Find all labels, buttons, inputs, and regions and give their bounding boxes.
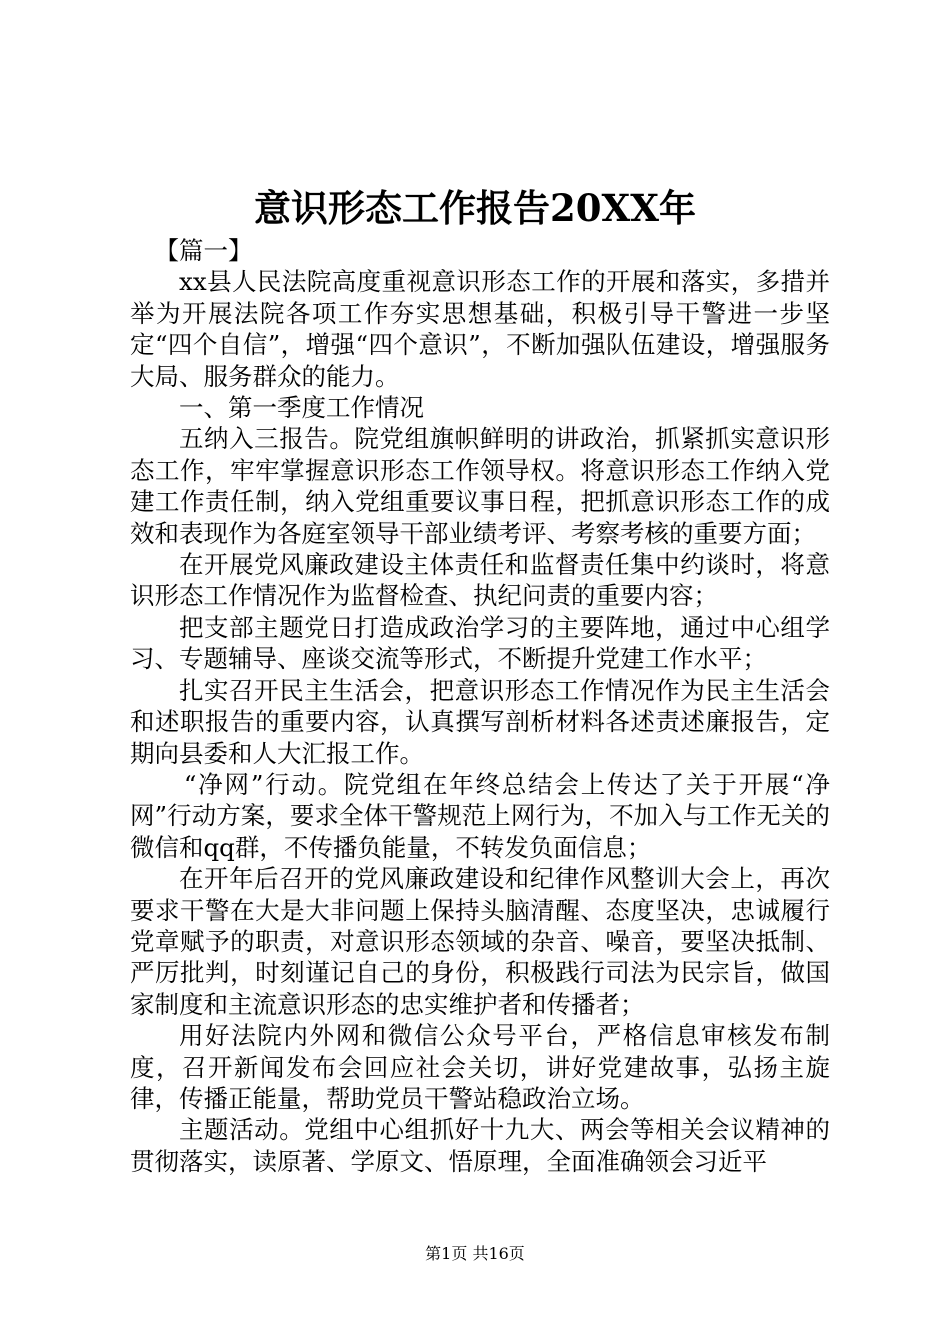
paragraph: 用好法院内外网和微信公众号平台，严格信息审核发布制度，召开新闻发布会回应社会关切，讲好党建故事，弘扬主旋律，传播正能量，帮助党员干警站稳政治立场。 [130,1021,830,1113]
paragraph: 在开年后召开的党风廉政建设和纪律作风整训大会上，再次要求干警在大是大非问题上保持头脑清醒、态度坚决，忠诚履行党章赋予的职责，对意识形态领域的杂音、噪音，要坚决抵制、严厉批判，时刻谨记自己的身份，积极践行司法为民宗旨，做国家制度和主流意识形态的忠实维护者和传播者； [130,864,830,1019]
page-footer [0,1243,950,1265]
document-body [130,235,830,1177]
section-heading: 一、第一季度工作情况 [179,393,424,423]
paragraph: 把支部主题党日打造成政治学习的主要阵地，通过中心组学习、专题辅导、座谈交流等形式，不断提升党建工作水平； [130,612,830,674]
document-title: 意识形态工作报告20XX年 [254,186,696,230]
paragraph: 主题活动。党组中心组抓好十九大、两会等相关会议精神的贯彻落实，读原著、学原文、悟原理，全面准确领会习近平 [130,1115,830,1176]
paragraph: 在开展党风廉政建设主体责任和监督责任集中约谈时，将意识形态工作情况作为监督检查、执纪问责的重要内容； [130,550,830,611]
paragraph: 五纳入三报告。院党组旗帜鲜明的讲政治，抓紧抓实意识形态工作，牢牢掌握意识形态工作领导权。将意识形态工作纳入党建工作责任制，纳入党组重要议事日程，把抓意识形态工作的成效和表现作为各庭室领导干部业绩考评、考察考核的重要方面； [130,424,830,548]
paragraph: xx县人民法院高度重视意识形态工作的开展和落实，多措并举为开展法院各项工作夯实思想基础，积极引导干警进一步坚定“四个自信”，增强“四个意识”，不断加强队伍建设，增强服务大局、服务群众的能力。 [130,267,830,391]
page-indicator: 第1页 共16页 [425,1244,525,1263]
paragraph: “净网”行动。院党组在年终总结会上传达了关于开展“净网”行动方案，要求全体干警规范上网行为，不加入与工作无关的微信和qq群，不传播负能量，不转发负面信息； [130,769,830,862]
paragraph: 扎实召开民主生活会，把意识形态工作情况作为民主生活会和述职报告的重要内容，认真撰写剖析材料各述责述廉报告，定期向县委和人大汇报工作。 [130,675,830,768]
section-marker: 【篇一】 [154,236,253,265]
